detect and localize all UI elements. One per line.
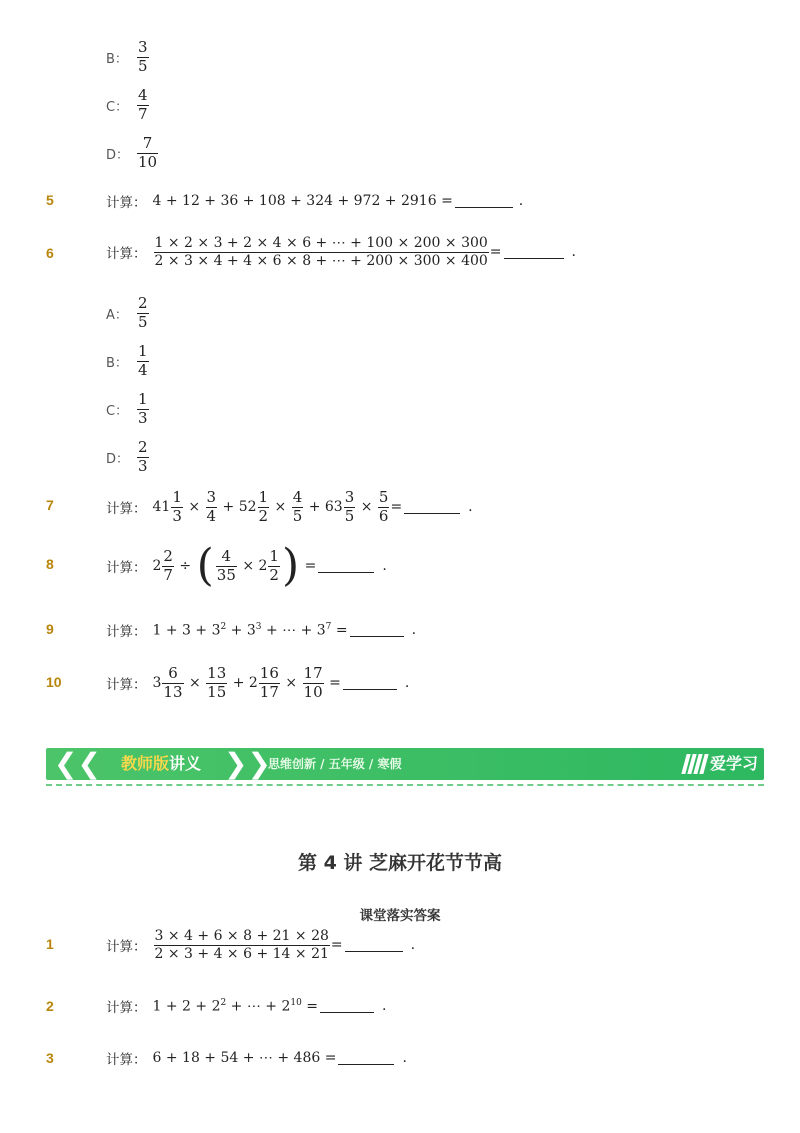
option-b (106, 344, 150, 379)
option-a (106, 296, 150, 331)
fraction: $\frac{1}{3}$ (138, 390, 148, 427)
question-prefix: 计算： (106, 1000, 147, 1016)
period: . (402, 1050, 407, 1066)
answer-blank[interactable] (318, 560, 374, 573)
expression: 41 $\frac{1}{3}$ × $\frac{3}{4}$ + 52 $\frac{1}{2}$ × $\frac{4}{5}$ + 63 $\frac{3}{5}$ × $\frac{5}{6}$ = (152, 488, 403, 525)
answer-blank[interactable] (338, 1052, 394, 1065)
option-label: A： (106, 307, 128, 323)
equals: = (330, 937, 343, 954)
question-prefix: 计算： (106, 939, 147, 956)
question-prefix: 计算： (106, 195, 147, 211)
question-number: 9 (46, 621, 54, 637)
option-c (106, 392, 150, 427)
period: . (410, 937, 416, 954)
period: . (411, 622, 417, 638)
option-label: B： (106, 355, 128, 371)
banner-subtitle: 思维创新 / 五年级 / 寒假 (268, 757, 402, 771)
question-prefix: 计算： (106, 1052, 147, 1068)
period: . (468, 499, 473, 516)
question-number: 6 (46, 245, 54, 261)
question-prefix: 计算： (106, 677, 147, 694)
answer-blank[interactable] (455, 195, 513, 208)
question-number: 1 (46, 936, 54, 952)
answer-blank[interactable] (350, 624, 404, 637)
question-number: 5 (46, 192, 54, 208)
expression: $1 + 3 + 3^2 + 3^3$ + ⋯ + $3^7$ = (152, 621, 348, 639)
period: . (571, 244, 576, 261)
answer-question-2 (106, 996, 386, 1016)
fraction: $\frac{2}{5}$ (138, 294, 148, 331)
expression: 4 + 12 + 36 + 108 + 324 + 972 + 2916 = (152, 193, 453, 209)
fraction: $\frac{7}{10}$ (138, 134, 158, 171)
dashed-divider (46, 784, 764, 786)
answer-blank[interactable] (345, 939, 403, 952)
answer-blank[interactable] (404, 501, 460, 514)
lecture-title: 第 4 讲 芝麻开花节节高 (297, 852, 503, 874)
question-9 (106, 620, 416, 640)
question-number: 2 (46, 998, 54, 1014)
expression: 2 $\frac{2}{7}$ ÷ ( $\frac{4}{35}$ × 2 $\frac{1}{2}$ ) = (152, 540, 317, 591)
question-6 (106, 236, 576, 268)
option-d (106, 136, 159, 171)
logo-icon (684, 754, 706, 774)
answer-blank[interactable] (504, 246, 564, 259)
question-prefix: 计算： (106, 246, 147, 263)
section-title: 课堂落实答案 (359, 908, 441, 924)
question-prefix: 计算： (106, 624, 147, 640)
question-7 (106, 490, 473, 525)
option-label: C： (106, 403, 129, 419)
expression: 6 + 18 + 54 + ⋯ + 486 = (152, 1050, 337, 1066)
period: . (518, 193, 524, 209)
option-label: D： (106, 451, 130, 467)
expression: $1 + 2 + 2^2$ + ⋯ + $2^{10}$ = (152, 997, 319, 1015)
fraction: $\frac{1}{4}$ (138, 342, 148, 379)
period: . (382, 998, 387, 1014)
brand-logo: 爱学习 (684, 748, 758, 780)
option-c (106, 88, 150, 123)
question-5 (106, 191, 523, 211)
expression: 3 $\frac{6}{13}$ × $\frac{13}{15}$ + 2 $\frac{16}{17}$ × $\frac{17}{10}$ = (152, 664, 341, 701)
period: . (382, 558, 387, 574)
question-prefix: 计算： (106, 560, 147, 576)
answer-blank[interactable] (343, 677, 397, 690)
question-number: 10 (46, 674, 62, 690)
banner-title: 教师版讲义 (121, 754, 202, 773)
big-fraction: $\frac{3 \times 4 + 6 \times 8 + 21 \times 28}{2 \times 3 + 4 \times 6 + 14 \times 21}$ (154, 928, 329, 962)
option-label: D： (106, 147, 130, 163)
answer-blank[interactable] (320, 1000, 374, 1013)
equals: = (489, 244, 502, 261)
question-number: 3 (46, 1050, 54, 1066)
chevron-right-icon: ❯❯ (224, 748, 271, 780)
answer-question-3 (106, 1048, 407, 1068)
option-d (106, 440, 150, 475)
question-10 (106, 666, 409, 701)
period: . (404, 675, 410, 692)
question-number: 7 (46, 497, 54, 513)
question-number: 8 (46, 556, 54, 572)
fraction: $\frac{3}{5}$ (138, 38, 148, 75)
option-b (106, 40, 150, 75)
fraction: $\frac{2}{3}$ (138, 438, 148, 475)
fraction: $\frac{4}{7}$ (138, 86, 148, 123)
header-banner (46, 748, 764, 780)
chevron-left-icon: ❮❮ (54, 748, 101, 780)
answer-question-1 (106, 929, 415, 961)
question-8 (106, 540, 387, 591)
option-label: C： (106, 99, 129, 115)
question-prefix: 计算： (106, 501, 147, 518)
option-label: B： (106, 51, 128, 67)
big-fraction: $\frac{1 \times 2 \times 3 + 2 \times 4 \times 6 + \cdots + 100 \times 200 \times 300}{2 \times 3 \times 4 + 4 \times 6 \times 8 + \cdots + 200 \times 300 \times 400}$ (154, 235, 488, 269)
